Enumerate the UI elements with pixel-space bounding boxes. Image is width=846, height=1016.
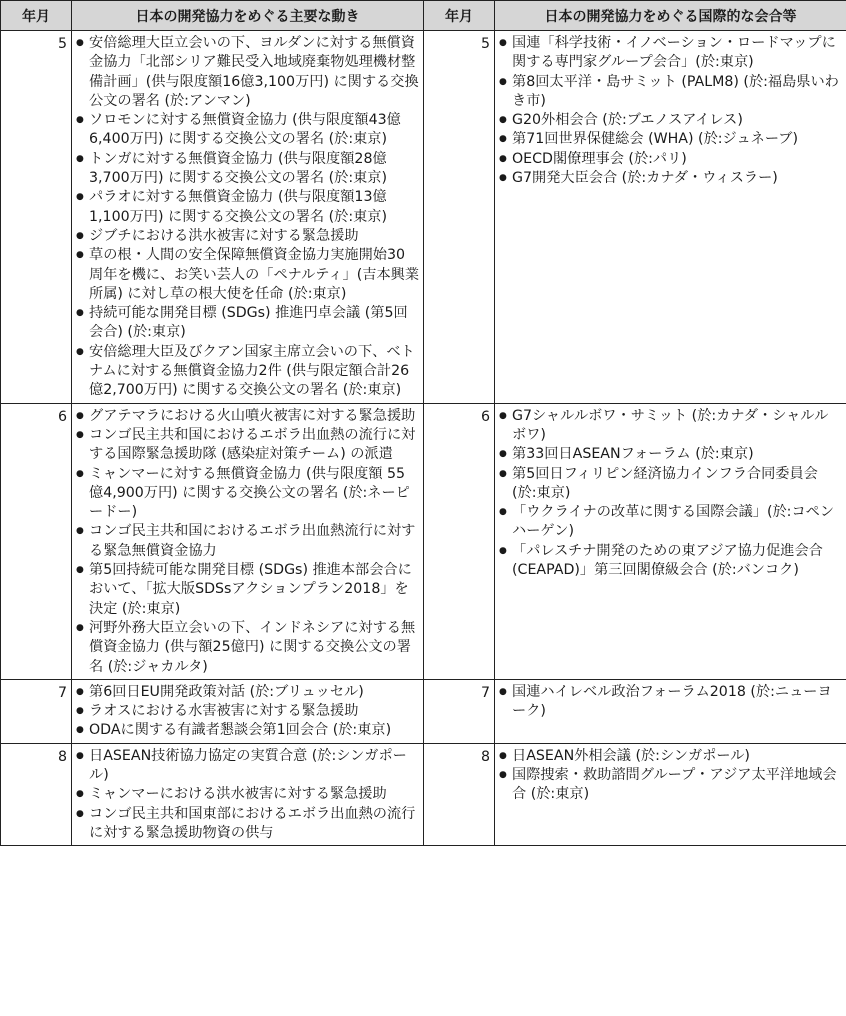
month-cell: 6	[1, 403, 72, 679]
list-item: ● ジブチにおける洪水被害に対する緊急援助	[75, 227, 419, 246]
major-moves-cell	[72, 31, 424, 404]
list-item: ● 第5回日フィリピン経済協力インフラ合同委員会 (於:東京)	[498, 465, 842, 504]
major-moves-cell	[72, 679, 424, 743]
list-item: ● 国連ハイレベル政治フォーラム2018 (於:ニューヨーク)	[498, 683, 842, 722]
list-item: ● 第5回持続可能な開発目標 (SDGs) 推進本部会合において、「拡大版SDSsアクションプラン2018」を決定 (於:東京)	[75, 561, 419, 619]
major-moves-cell-list	[75, 407, 419, 677]
international-meetings-cell-list	[498, 34, 842, 188]
table-row	[1, 31, 846, 404]
international-meetings-cell-list	[498, 747, 842, 805]
header-month: 年月	[1, 1, 72, 31]
international-meetings-cell	[495, 403, 846, 679]
header-major-moves: 日本の開発協力をめぐる主要な動き	[72, 1, 424, 31]
list-item: ● 国際捜索・救助諮問グループ・アジア太平洋地域会合 (於:東京)	[498, 766, 842, 805]
list-item: ● 安倍総理大臣立会いの下、ヨルダンに対する無償資金協力「北部シリア難民受入地域廃棄物処理機材整備計画」(供与限度額16億3,100万円) に関する交換公文の署名 (於:アンマン)	[75, 34, 419, 111]
international-meetings-cell	[495, 31, 846, 404]
list-item: ● コンゴ民主共和国東部におけるエボラ出血熱の流行に対する緊急援助物資の供与	[75, 805, 419, 844]
international-meetings-cell	[495, 743, 846, 845]
list-item: ● OECD閣僚理事会 (於:パリ)	[498, 150, 842, 169]
list-item: ● 草の根・人間の安全保障無償資金協力実施開始30周年を機に、お笑い芸人の「ペナルティ」(吉本興業所属) に対し草の根大使を任命 (於:東京)	[75, 246, 419, 304]
major-moves-cell-list	[75, 747, 419, 843]
list-item: ● ラオスにおける水害被害に対する緊急援助	[75, 702, 419, 721]
month-cell-2: 5	[424, 31, 495, 404]
header-row	[1, 1, 846, 31]
list-item: ● G20外相会合 (於:ブエノスアイレス)	[498, 111, 842, 130]
list-item: ● ソロモンに対する無償資金協力 (供与限度額43億6,400万円) に関する交換公文の署名 (於:東京)	[75, 111, 419, 150]
major-moves-cell	[72, 743, 424, 845]
international-meetings-cell	[495, 679, 846, 743]
month-cell-2: 8	[424, 743, 495, 845]
major-moves-cell	[72, 403, 424, 679]
list-item: ● 第71回世界保健総会 (WHA) (於:ジュネーブ)	[498, 130, 842, 149]
list-item: ● 持続可能な開発目標 (SDGs) 推進円卓会議 (第5回会合) (於:東京)	[75, 304, 419, 343]
list-item: ● 日ASEAN外相会議 (於:シンガポール)	[498, 747, 842, 766]
list-item: ● トンガに対する無償資金協力 (供与限度額28億3,700万円) に関する交換公文の署名 (於:東京)	[75, 150, 419, 189]
list-item: ● パラオに対する無償資金協力 (供与限度額13億1,100万円) に関する交換公文の署名 (於:東京)	[75, 188, 419, 227]
month-cell-2: 6	[424, 403, 495, 679]
month-cell: 8	[1, 743, 72, 845]
list-item: ● 第8回太平洋・島サミット (PALM8) (於:福島県いわき市)	[498, 73, 842, 112]
table-row	[1, 743, 846, 845]
table-row	[1, 403, 846, 679]
table-row	[1, 679, 846, 743]
list-item: ● G7開発大臣会合 (於:カナダ・ウィスラー)	[498, 169, 842, 188]
list-item: ● 第33回日ASEANフォーラム (於:東京)	[498, 445, 842, 464]
list-item: ● 「ウクライナの改革に関する国際会議」(於:コペンハーゲン)	[498, 503, 842, 542]
month-cell: 7	[1, 679, 72, 743]
month-cell-2: 7	[424, 679, 495, 743]
list-item: ● コンゴ民主共和国におけるエボラ出血熱の流行に対する国際緊急援助隊 (感染症対策チーム) の派遣	[75, 426, 419, 465]
list-item: ● 河野外務大臣立会いの下、インドネシアに対する無償資金協力 (供与額25億円) に関する交換公文の署名 (於:ジャカルタ)	[75, 619, 419, 677]
list-item: ● G7シャルルボワ・サミット (於:カナダ・シャルルボワ)	[498, 407, 842, 446]
list-item: ● グアテマラにおける火山噴火被害に対する緊急援助	[75, 407, 419, 426]
major-moves-cell-list	[75, 683, 419, 741]
list-item: ● 安倍総理大臣及びクアン国家主席立会いの下、ベトナムに対する無償資金協力2件 (供与限定額合計26億2,700万円) に関する交換公文の署名 (於:東京)	[75, 343, 419, 401]
list-item: ● ミャンマーに対する無償資金協力 (供与限度額 55億4,900万円) に関する交換公文の署名 (於:ネーピードー)	[75, 465, 419, 523]
list-item: ● ミャンマーにおける洪水被害に対する緊急援助	[75, 785, 419, 804]
list-item: ● 「パレスチナ開発のための東アジア協力促進会合 (CEAPAD)」第三回閣僚級会合 (於:バンコク)	[498, 542, 842, 581]
month-cell: 5	[1, 31, 72, 404]
list-item: ● ODAに関する有識者懇談会第1回会合 (於:東京)	[75, 721, 419, 740]
header-month-2: 年月	[424, 1, 495, 31]
international-meetings-cell-list	[498, 683, 842, 722]
international-meetings-cell-list	[498, 407, 842, 581]
major-moves-cell-list	[75, 34, 419, 401]
list-item: ● 日ASEAN技術協力協定の実質合意 (於:シンガポール)	[75, 747, 419, 786]
header-international-meetings: 日本の開発協力をめぐる国際的な会合等	[495, 1, 846, 31]
list-item: ● 国連「科学技術・イノベーション・ロードマップに関する専門家グループ会合」(於:東京)	[498, 34, 842, 73]
list-item: ● 第6回日EU開発政策対話 (於:ブリュッセル)	[75, 683, 419, 702]
list-item: ● コンゴ民主共和国におけるエボラ出血熱流行に対する緊急無償資金協力	[75, 522, 419, 561]
